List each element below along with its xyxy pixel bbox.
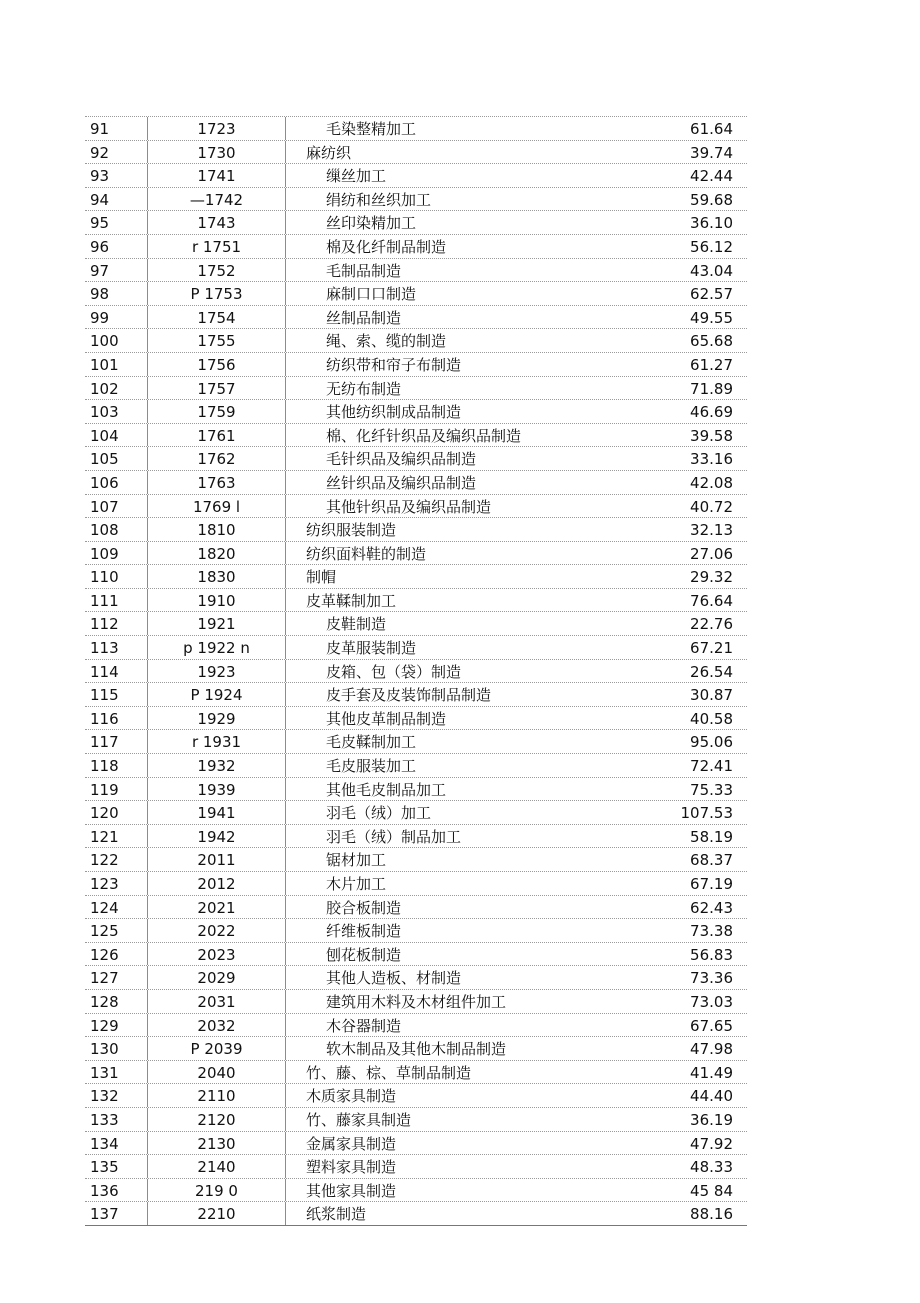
industry-code: 1910: [147, 589, 286, 612]
row-index: 96: [90, 237, 110, 256]
table-row: [85, 377, 747, 401]
industry-name: 皮鞋制造: [326, 615, 387, 634]
industry-name: 毛皮鞣制加工: [326, 733, 417, 752]
industry-name: 纤维板制造: [326, 922, 402, 941]
industry-name: 皮革服装制造: [326, 639, 417, 658]
industry-code: 2021: [147, 896, 286, 919]
industry-code: 2210: [147, 1202, 286, 1225]
table-row: [85, 636, 747, 660]
table-row: [85, 612, 747, 636]
table-row: [85, 966, 747, 990]
industry-name: 丝制品制造: [326, 308, 402, 327]
industry-name: 锯材加工: [326, 851, 387, 870]
table-row: [85, 1155, 747, 1179]
industry-name: 羽毛（绒）加工: [326, 804, 432, 823]
row-index: 92: [90, 143, 110, 162]
row-index: 106: [90, 473, 119, 492]
industry-name: 麻制口口制造: [326, 285, 417, 304]
industry-value: 62.57: [690, 285, 733, 304]
industry-value: 40.58: [690, 709, 733, 728]
industry-value: 22.76: [690, 615, 733, 634]
industry-code: 1830: [147, 565, 286, 588]
industry-name: 棉及化纤制品制造: [326, 237, 447, 256]
industry-name: 其他针织品及编织品制造: [326, 497, 492, 516]
industry-code: 2032: [147, 1014, 286, 1037]
table-row: [85, 542, 747, 566]
row-index: 136: [90, 1181, 119, 1200]
industry-code: 2120: [147, 1108, 286, 1131]
table-row: [85, 400, 747, 424]
industry-code: 1929: [147, 707, 286, 730]
industry-value: 61.64: [690, 120, 733, 138]
industry-value: 29.32: [690, 568, 733, 587]
table-row: [85, 1014, 747, 1038]
row-index: 127: [90, 969, 119, 988]
industry-value: 67.19: [690, 875, 733, 893]
industry-code: P 2039: [147, 1037, 286, 1060]
industry-value: 76.64: [690, 591, 733, 610]
industry-code: 2031: [147, 990, 286, 1013]
industry-value: 27.06: [690, 544, 733, 563]
row-index: 109: [90, 544, 119, 563]
industry-value: 48.33: [690, 1158, 733, 1177]
table-row: [85, 565, 747, 589]
industry-code: 1932: [147, 754, 286, 777]
industry-name: 刨花板制造: [326, 945, 402, 964]
industry-code: 1939: [147, 778, 286, 801]
table-row: [85, 1061, 747, 1085]
industry-code: 2012: [147, 872, 286, 895]
row-index: 122: [90, 851, 119, 870]
industry-code: r 1751: [147, 235, 286, 258]
table-row: [85, 1037, 747, 1061]
industry-code: 1755: [147, 329, 286, 352]
row-index: 130: [90, 1040, 119, 1059]
industry-code: 1941: [147, 801, 286, 824]
row-index: 124: [90, 898, 119, 917]
table-row: [85, 730, 747, 754]
row-index: 123: [90, 875, 119, 893]
industry-name: 棉、化纤针织品及编织品制造: [326, 426, 522, 445]
table-row: [85, 754, 747, 778]
industry-value: 88.16: [690, 1205, 733, 1224]
industry-code: 1921: [147, 612, 286, 635]
industry-name: 缫丝加工: [326, 167, 387, 186]
row-index: 126: [90, 945, 119, 964]
row-index: 113: [90, 639, 119, 658]
industry-code: 1730: [147, 141, 286, 164]
industry-value: 56.83: [690, 945, 733, 964]
table-row: [85, 211, 747, 235]
industry-value: 95.06: [690, 733, 733, 752]
table-row: [85, 990, 747, 1014]
industry-value: 67.21: [690, 639, 733, 658]
table-row: [85, 471, 747, 495]
industry-code: 1759: [147, 400, 286, 423]
industry-value: 65.68: [690, 332, 733, 351]
row-index: 112: [90, 615, 119, 634]
industry-name: 皮革鞣制加工: [306, 591, 397, 610]
industry-value: 41.49: [690, 1063, 733, 1082]
industry-value: 42.44: [690, 167, 733, 186]
industry-code: 2011: [147, 848, 286, 871]
industry-table: [85, 116, 747, 1226]
industry-value: 49.55: [690, 308, 733, 327]
industry-name: 纸浆制造: [306, 1205, 367, 1224]
industry-name: 胶合板制造: [326, 898, 402, 917]
row-index: 93: [90, 167, 110, 186]
industry-value: 56.12: [690, 237, 733, 256]
table-row: [85, 164, 747, 188]
industry-code: 2040: [147, 1061, 286, 1084]
industry-value: 61.27: [690, 355, 733, 374]
industry-code: 1763: [147, 471, 286, 494]
table-row: [85, 1108, 747, 1132]
industry-code: 1752: [147, 259, 286, 282]
row-index: 110: [90, 568, 119, 587]
row-index: 121: [90, 827, 119, 846]
industry-code: 2029: [147, 966, 286, 989]
industry-name: 金属家具制造: [306, 1134, 397, 1153]
table-row: [85, 1202, 747, 1226]
industry-value: 47.98: [690, 1040, 733, 1059]
industry-code: P 1924: [147, 683, 286, 706]
industry-value: 72.41: [690, 757, 733, 776]
industry-code: 1754: [147, 306, 286, 329]
industry-name: 绳、索、缆的制造: [326, 332, 447, 351]
industry-name: 毛染整精加工: [326, 120, 417, 138]
industry-name: 其他家具制造: [306, 1181, 397, 1200]
industry-value: 33.16: [690, 450, 733, 469]
industry-name: 软木制品及其他木制品制造: [326, 1040, 507, 1059]
row-index: 137: [90, 1205, 119, 1224]
industry-value: 71.89: [690, 379, 733, 398]
table-row: [85, 1179, 747, 1203]
row-index: 101: [90, 355, 119, 374]
industry-name: 皮手套及皮装饰制品制造: [326, 686, 492, 705]
row-index: 104: [90, 426, 119, 445]
industry-name: 其他人造板、材制造: [326, 969, 462, 988]
table-row: [85, 919, 747, 943]
table-row: [85, 353, 747, 377]
row-index: 128: [90, 992, 119, 1011]
row-index: 98: [90, 285, 110, 304]
table-row: [85, 660, 747, 684]
industry-name: 竹、藤家具制造: [306, 1110, 412, 1129]
industry-code: p 1922 n: [147, 636, 286, 659]
industry-name: 其他皮革制品制造: [326, 709, 447, 728]
table-row: [85, 282, 747, 306]
industry-name: 其他毛皮制品加工: [326, 780, 447, 799]
industry-value: 59.68: [690, 190, 733, 209]
industry-value: 30.87: [690, 686, 733, 705]
industry-value: 46.69: [690, 403, 733, 422]
industry-value: 62.43: [690, 898, 733, 917]
industry-value: 47.92: [690, 1134, 733, 1153]
industry-name: 竹、藤、棕、草制品制造: [306, 1063, 472, 1082]
row-index: 108: [90, 521, 119, 540]
industry-code: 2023: [147, 943, 286, 966]
industry-code: 1743: [147, 211, 286, 234]
table-row: [85, 801, 747, 825]
industry-value: 45 84: [690, 1181, 733, 1200]
row-index: 111: [90, 591, 119, 610]
industry-value: 32.13: [690, 521, 733, 540]
industry-name: 毛皮服装加工: [326, 757, 417, 776]
table-row: [85, 424, 747, 448]
industry-name: 塑料家具制造: [306, 1158, 397, 1177]
industry-code: 1723: [147, 117, 286, 140]
row-index: 132: [90, 1087, 119, 1106]
table-row: [85, 235, 747, 259]
row-index: 129: [90, 1016, 119, 1035]
industry-code: r 1931: [147, 730, 286, 753]
industry-name: 纺织服装制造: [306, 521, 397, 540]
industry-value: 42.08: [690, 473, 733, 492]
row-index: 117: [90, 733, 119, 752]
table-row: [85, 778, 747, 802]
row-index: 91: [90, 120, 110, 138]
row-index: 103: [90, 403, 119, 422]
row-index: 120: [90, 804, 119, 823]
industry-value: 107.53: [680, 804, 733, 823]
row-index: 105: [90, 450, 119, 469]
industry-value: 43.04: [690, 261, 733, 280]
table-row: [85, 707, 747, 731]
industry-code: 1762: [147, 447, 286, 470]
industry-name: 纺织带和帘子布制造: [326, 355, 462, 374]
industry-code: 1757: [147, 377, 286, 400]
table-row: [85, 896, 747, 920]
industry-name: 木片加工: [326, 875, 387, 893]
table-row: [85, 447, 747, 471]
row-index: 102: [90, 379, 119, 398]
industry-name: 毛制品制造: [326, 261, 402, 280]
table-row: [85, 518, 747, 542]
industry-name: 纺织面料鞋的制造: [306, 544, 427, 563]
table-row: [85, 329, 747, 353]
row-index: 125: [90, 922, 119, 941]
industry-name: 建筑用木料及木材组件加工: [326, 992, 507, 1011]
industry-name: 木谷器制造: [326, 1016, 402, 1035]
industry-value: 44.40: [690, 1087, 733, 1106]
table-row: [85, 848, 747, 872]
industry-name: 羽毛（绒）制品加工: [326, 827, 462, 846]
industry-code: 1756: [147, 353, 286, 376]
row-index: 100: [90, 332, 119, 351]
industry-code: 1769 l: [147, 495, 286, 518]
industry-value: 73.36: [690, 969, 733, 988]
industry-value: 58.19: [690, 827, 733, 846]
row-index: 97: [90, 261, 110, 280]
industry-name: 制帽: [306, 568, 337, 587]
row-index: 99: [90, 308, 110, 327]
industry-code: 1923: [147, 660, 286, 683]
row-index: 115: [90, 686, 119, 705]
industry-value: 68.37: [690, 851, 733, 870]
row-index: 95: [90, 214, 110, 233]
industry-code: 2110: [147, 1084, 286, 1107]
table-row: [85, 306, 747, 330]
industry-code: 2130: [147, 1132, 286, 1155]
table-row: [85, 825, 747, 849]
row-index: 118: [90, 757, 119, 776]
row-index: 131: [90, 1063, 119, 1082]
industry-value: 73.38: [690, 922, 733, 941]
industry-name: 丝针织品及编织品制造: [326, 473, 477, 492]
industry-code: 219 0: [147, 1179, 286, 1202]
industry-name: 皮箱、包（袋）制造: [326, 662, 462, 681]
table-row: [85, 943, 747, 967]
industry-code: 2022: [147, 919, 286, 942]
table-row: [85, 259, 747, 283]
industry-code: 1741: [147, 164, 286, 187]
industry-code: P 1753: [147, 282, 286, 305]
industry-name: 毛针织品及编织品制造: [326, 450, 477, 469]
industry-value: 36.19: [690, 1110, 733, 1129]
industry-value: 40.72: [690, 497, 733, 516]
industry-name: 其他纺织制成品制造: [326, 403, 462, 422]
industry-name: 绢纺和丝织加工: [326, 190, 432, 209]
industry-name: 无纺布制造: [326, 379, 402, 398]
row-index: 119: [90, 780, 119, 799]
table-row: [85, 495, 747, 519]
industry-value: 39.58: [690, 426, 733, 445]
industry-value: 26.54: [690, 662, 733, 681]
table-row: [85, 683, 747, 707]
industry-value: 39.74: [690, 143, 733, 162]
row-index: 114: [90, 662, 119, 681]
industry-name: 麻纺织: [306, 143, 352, 162]
industry-code: 2140: [147, 1155, 286, 1178]
row-index: 134: [90, 1134, 119, 1153]
row-index: 116: [90, 709, 119, 728]
industry-value: 67.65: [690, 1016, 733, 1035]
industry-value: 36.10: [690, 214, 733, 233]
table-row: [85, 1084, 747, 1108]
row-index: 107: [90, 497, 119, 516]
industry-code: 1761: [147, 424, 286, 447]
industry-name: 木质家具制造: [306, 1087, 397, 1106]
industry-code: 1820: [147, 542, 286, 565]
row-index: 133: [90, 1110, 119, 1129]
industry-name: 丝印染精加工: [326, 214, 417, 233]
table-row: [85, 141, 747, 165]
row-index: 94: [90, 190, 110, 209]
industry-code: 1942: [147, 825, 286, 848]
industry-code: —1742: [147, 188, 286, 211]
table-row: [85, 872, 747, 896]
table-row: [85, 1132, 747, 1156]
table-row: [85, 589, 747, 613]
table-row: [85, 116, 747, 141]
industry-value: 73.03: [690, 992, 733, 1011]
row-index: 135: [90, 1158, 119, 1177]
table-row: [85, 188, 747, 212]
industry-value: 75.33: [690, 780, 733, 799]
industry-code: 1810: [147, 518, 286, 541]
